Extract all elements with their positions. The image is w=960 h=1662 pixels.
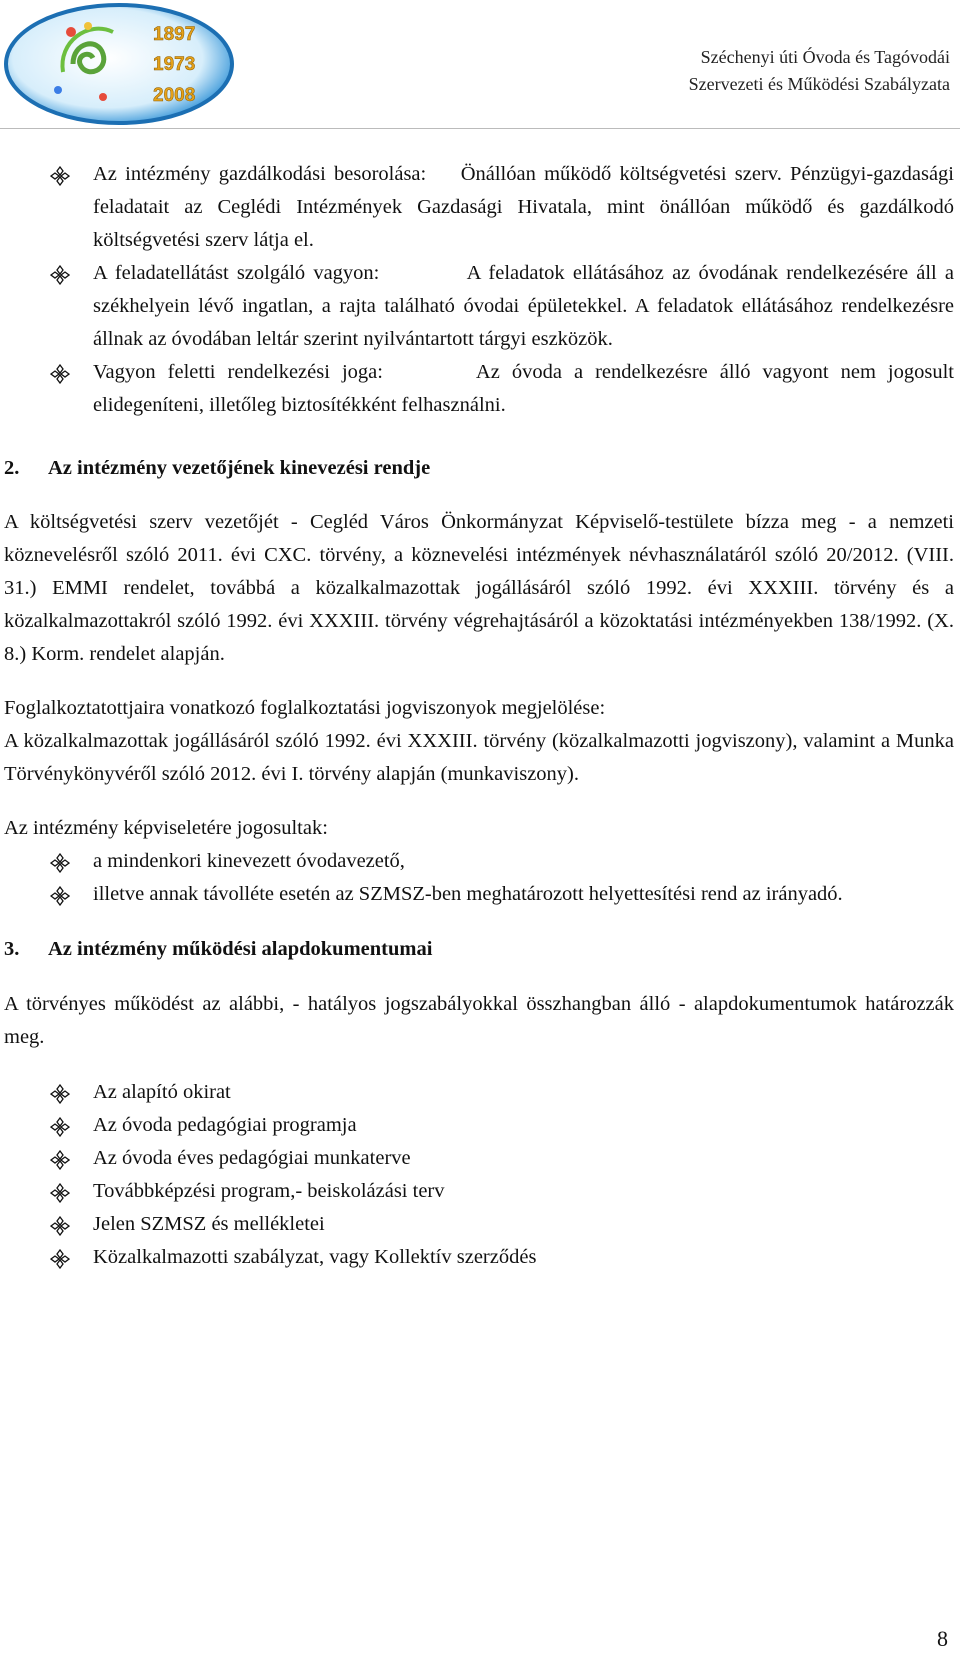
- logo-year-3: 2008: [153, 85, 196, 106]
- item-text: Önállóan működő költségvetési szerv. Pénzügyi-gazdasági feladatait az Ceglédi Intézmények Gazdasági Hivatala, mint önállóan működő és gazdálkodó költségvetési szerv látja el.: [93, 163, 954, 251]
- list-item: [4, 1175, 954, 1208]
- section-title: Az intézmény működési alapdokumentumai: [48, 938, 433, 960]
- diamond-bullet-icon: [50, 364, 70, 384]
- document-body: [4, 158, 954, 1274]
- logo-year-2: 1973: [153, 54, 196, 75]
- item-text: a mindenkori kinevezett óvodavezető,: [93, 850, 405, 872]
- list-item: [4, 1142, 954, 1175]
- diamond-bullet-icon: [50, 265, 70, 285]
- page-number: 8: [937, 1626, 948, 1651]
- header-line-2: Szervezeti és Működési Szabályzata: [688, 74, 950, 94]
- paragraph: Foglalkoztatottjaira vonatkozó foglalkoztatási jogviszonyok megjelölése:: [4, 697, 606, 719]
- item-text: Az óvoda a rendelkezésre álló vagyont nem jogosult elidegeníteni, illetőleg biztosítékként felhasználni.: [93, 361, 954, 416]
- list-item: [4, 257, 954, 356]
- item-text: Továbbképzési program,- beiskolázási terv: [93, 1180, 445, 1202]
- diamond-bullet-icon: [50, 1084, 70, 1104]
- diamond-bullet-icon: [50, 1183, 70, 1203]
- institution-info-list: [4, 158, 954, 422]
- header-title: [689, 44, 950, 98]
- header-divider: [0, 128, 960, 129]
- list-item: [4, 356, 954, 422]
- item-text: Közalkalmazotti szabályzat, vagy Kollektív szerződés: [93, 1246, 537, 1268]
- paragraph: Az intézmény képviseletére jogosultak:: [4, 817, 328, 839]
- diamond-bullet-icon: [50, 886, 70, 906]
- item-label: Az intézmény gazdálkodási besorolása:: [93, 163, 427, 185]
- list-item: [4, 1076, 954, 1109]
- item-text: Jelen SZMSZ és mellékletei: [93, 1213, 325, 1235]
- logo-year-1: 1897: [153, 24, 196, 45]
- section-heading: [4, 933, 954, 966]
- list-item: [4, 878, 954, 911]
- diamond-bullet-icon: [50, 1216, 70, 1236]
- section-number: 2.: [4, 457, 20, 479]
- list-item: [4, 1109, 954, 1142]
- diamond-bullet-icon: [50, 1150, 70, 1170]
- section-number: 3.: [4, 938, 20, 960]
- item-text: Az alapító okirat: [93, 1081, 231, 1103]
- item-text: illetve annak távolléte esetén az SZMSZ-ben meghatározott helyettesítési rend az irányadó.: [93, 883, 843, 905]
- header-line-1: Széchenyi úti Óvoda és Tagóvodái: [700, 47, 950, 67]
- item-text: A feladatok ellátásához az óvodának rendelkezésére áll a székhelyein lévő ingatlan, a rajta található óvodai épületekkel. A feladatok ellátásához rendelkezésre állnak az óvodában leltár szerint nyilvántartott tárgyi eszközök.: [93, 262, 955, 350]
- diamond-bullet-icon: [50, 1117, 70, 1137]
- list-item: [4, 158, 954, 257]
- item-text: Az óvoda éves pedagógiai munkaterve: [93, 1147, 411, 1169]
- section-title: Az intézmény vezetőjének kinevezési rendje: [48, 457, 431, 479]
- representatives-list: [4, 845, 954, 911]
- list-item: [4, 845, 954, 878]
- page-header: [0, 0, 960, 130]
- list-item: [4, 1208, 954, 1241]
- item-label: Vagyon feletti rendelkezési joga:: [93, 361, 383, 383]
- documents-list: [4, 1076, 954, 1274]
- paragraph: A törvényes működést az alábbi, - hatályos jogszabályokkal összhangban álló - alapdokumentumok határozzák meg.: [4, 993, 954, 1048]
- diamond-bullet-icon: [50, 853, 70, 873]
- list-item: [4, 1241, 954, 1274]
- item-text: Az óvoda pedagógiai programja: [93, 1114, 357, 1136]
- paragraph: A közalkalmazottak jogállásáról szóló 1992. évi XXXIII. törvény (közalkalmazotti jogviszony), valamint a Munka Törvénykönyvéről szóló 2012. évi I. törvény alapján (munkaviszony).: [4, 730, 954, 785]
- item-label: A feladatellátást szolgáló vagyon:: [93, 262, 380, 284]
- diamond-bullet-icon: [50, 166, 70, 186]
- section-heading: [4, 452, 954, 485]
- diamond-bullet-icon: [50, 1249, 70, 1269]
- institution-logo: [3, 2, 235, 126]
- paragraph: A költségvetési szerv vezetőjét - Cegléd Város Önkormányzat Képviselő-testülete bízza meg - a nemzeti köznevelésről szóló 2011. évi CXC. törvény, a köznevelési intézmények névhasználatáról szóló 20/2012. (VIII. 31.) EMMI rendelet, továbbá a közalkalmazottak jogállásáról szóló 1992. évi XXXIII. törvény és a közalkalmazottakról szóló 1992. évi XXXIII. törvény végrehajtásáról a közoktatási intézményekben 138/1992. (X. 8.) Korm. rendelet alapján.: [4, 511, 954, 665]
